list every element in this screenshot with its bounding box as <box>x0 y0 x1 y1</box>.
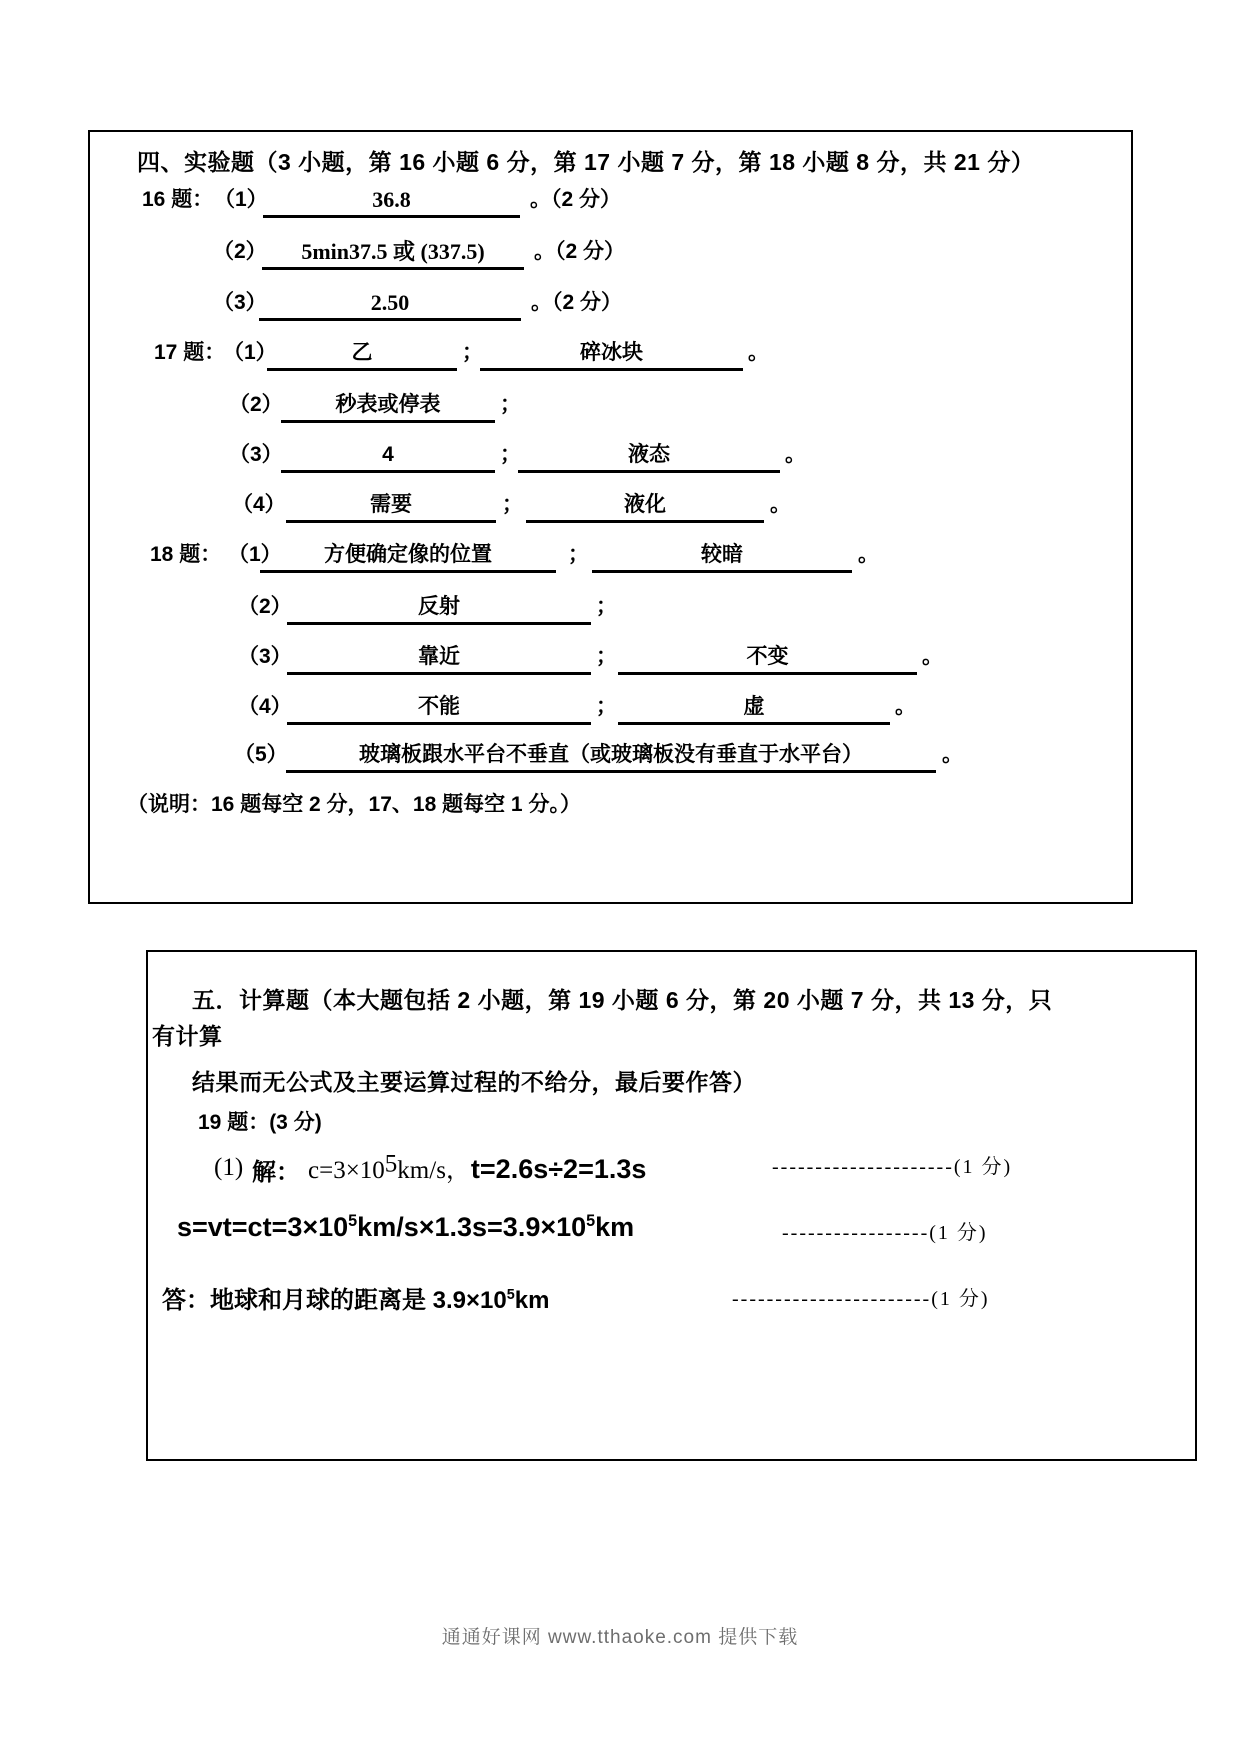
question-18-label: 18 题： <box>150 543 222 566</box>
answer-blank: 反射 <box>287 592 591 625</box>
calculation-section-box <box>146 950 1197 1461</box>
item-number: （5） <box>234 743 288 766</box>
score-dashes: -----------------------(1 分) <box>732 1288 990 1310</box>
period-mark: 。 <box>895 695 916 718</box>
answer-row-16-3 <box>90 288 1131 326</box>
solution-answer <box>148 1278 1195 1320</box>
separator: ； <box>568 543 589 566</box>
solution-step-2 <box>148 1212 1195 1254</box>
item-number: （4） <box>232 493 286 516</box>
answer-blank: 靠近 <box>287 642 591 675</box>
question-16-label: 16 题： <box>142 188 214 211</box>
answer-blank: 不能 <box>287 692 591 725</box>
answer-row-17-2 <box>90 390 1131 428</box>
answer-blank: 36.8 <box>263 185 520 218</box>
answer-blank: 4 <box>281 440 495 473</box>
answer-row-18-1 <box>90 540 1131 578</box>
score-suffix: 。（2 分） <box>530 188 622 211</box>
answer-blank: 虚 <box>618 692 890 725</box>
answer-row-18-5 <box>90 740 1131 778</box>
score-mark: (1 分) <box>953 1156 1013 1178</box>
formula-distance: $s=vt=ct=3\times 10^5km/s\times 1.3s=3.9\times 10^5km$ <box>177 1212 635 1242</box>
solution-step-1 <box>148 1148 1195 1190</box>
answer-blank: 5min37.5 或 (337.5) <box>262 237 524 270</box>
period-mark: 。 <box>922 645 943 668</box>
item-number: （3） <box>229 443 283 466</box>
score-suffix: 。（2 分） <box>534 240 626 263</box>
answer-row-17-1 <box>90 338 1131 376</box>
answer-blank: 乙 <box>267 338 457 371</box>
item-number: （3） <box>213 291 267 314</box>
answer-row-17-3 <box>90 440 1131 478</box>
separator: ； <box>596 595 617 618</box>
answer-row-18-4 <box>90 692 1131 730</box>
answer-blank: 玻璃板跟水平台不垂直（或玻璃板没有垂直于水平台） <box>286 740 936 773</box>
answer-blank: 不变 <box>618 642 917 675</box>
separator: ； <box>502 493 523 516</box>
experiment-section-box <box>88 130 1133 904</box>
answer-row-18-2 <box>90 592 1131 630</box>
site-watermark: 通通好课网 www.tthaoke.com 提供下载 <box>441 1627 799 1648</box>
score-mark: (1 分) <box>929 1222 988 1244</box>
answer-blank: 秒表或停表 <box>281 390 495 423</box>
period-mark: 。 <box>748 341 769 364</box>
answer-row-17-4 <box>90 490 1131 528</box>
period-mark: 。 <box>785 443 806 466</box>
item-number: （1） <box>214 188 268 211</box>
score-dashes: -----------------(1 分) <box>782 1222 988 1244</box>
question-19-label: 19 题：(3 分) <box>198 1111 322 1134</box>
score-dashes: ---------------------(1 分) <box>772 1156 1013 1178</box>
answer-row-16-1 <box>90 185 1131 223</box>
step-number: (1) <box>214 1154 244 1181</box>
score-mark: (1 分) <box>931 1288 990 1310</box>
score-suffix: 。（2 分） <box>531 291 623 314</box>
answer-blank: 较暗 <box>592 540 852 573</box>
item-number: （1） <box>223 341 277 364</box>
period-mark: 。 <box>858 543 879 566</box>
experiment-section-title: 四、实验题（3 小题，第 16 小题 6 分，第 17 小题 7 分，第 18 小题 8 分，共 21 分） <box>137 149 1035 175</box>
answer-blank: 方便确定像的位置 <box>260 540 556 573</box>
separator: ； <box>500 393 521 416</box>
scoring-note: （说明：16 题每空 2 分，17、18 题每空 1 分。） <box>127 793 581 816</box>
period-mark: 。 <box>770 493 791 516</box>
calculation-section-title-line2: 有计算 <box>152 1023 223 1049</box>
question-17-label: 17 题： <box>154 341 226 364</box>
answer-blank: 需要 <box>286 490 496 523</box>
solve-label: 解： <box>252 1159 300 1186</box>
answer-blank: 液化 <box>526 490 764 523</box>
item-number: （4） <box>238 695 292 718</box>
answer-row-16-2 <box>90 237 1131 275</box>
period-mark: 。 <box>942 743 963 766</box>
separator: ； <box>462 341 483 364</box>
calculation-section-title-line1: 五．计算题（本大题包括 2 小题，第 19 小题 6 分，第 20 小题 7 分，共 13 分，只 <box>192 987 1053 1013</box>
item-number: （2） <box>213 240 267 263</box>
answer-row-18-3 <box>90 642 1131 680</box>
answer-text: 答：地球和月球的距离是 $3.9\times 10^5km$ <box>162 1287 550 1314</box>
item-number: （2） <box>229 393 283 416</box>
separator: ； <box>596 695 617 718</box>
answer-blank: 2.50 <box>259 288 521 321</box>
separator: ； <box>596 645 617 668</box>
separator: ； <box>500 443 521 466</box>
item-number: （3） <box>238 645 292 668</box>
item-number: （2） <box>238 595 292 618</box>
answer-blank: 液态 <box>518 440 780 473</box>
item-number: （1） <box>228 543 282 566</box>
answer-blank: 碎冰块 <box>480 338 743 371</box>
calculation-section-title-line3: 结果而无公式及主要运算过程的不给分，最后要作答） <box>192 1069 756 1095</box>
formula-speed: $c=3\times 10^5km/s$，t=2.6s÷2=1.3s <box>308 1150 647 1184</box>
